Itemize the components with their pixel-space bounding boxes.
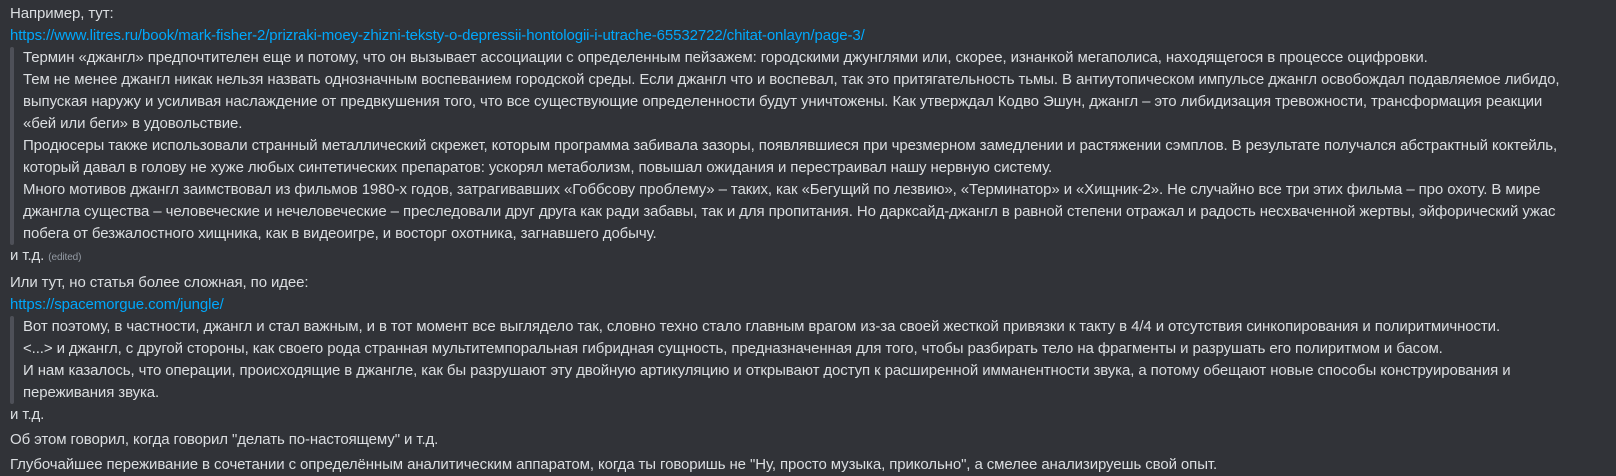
- message-outro-text: и т.д.: [10, 247, 45, 264]
- quote-bar: [10, 47, 14, 245]
- chat-message-list: [10, 3, 1570, 476]
- blockquote-2: [10, 316, 1570, 404]
- message-link-line: [10, 25, 1570, 47]
- spacemorgue-article-link[interactable]: https://spacemorgue.com/jungle/: [10, 296, 224, 313]
- message-link-line: [10, 294, 1570, 316]
- quote-paragraph: <...> и джангл, с другой стороны, как своего рода странная мультитемпоральная гибридная сущность, предназначенная для того, чтобы разбирать тело на фрагменты и разрушать его полиритмом и басом.: [23, 340, 1443, 357]
- message-2: [10, 272, 1570, 426]
- litres-article-link[interactable]: https://www.litres.ru/book/mark-fisher-2/prizraki-moey-zhizni-teksty-o-depressii-hontologii-i-utrache-65532722/chitat-onlayn/page-3/: [10, 27, 865, 44]
- message-intro-text: Или тут, но статья более сложная, по идее:: [10, 274, 309, 291]
- message-text: Глубочайшее переживание в сочетании с определённым аналитическим аппаратом, когда ты говоришь не "Ну, просто музыка, прикольно", а смелее анализируешь свой опыт.: [10, 456, 1218, 473]
- message-text: Об этом говорил, когда говорил "делать по-настоящему" и т.д.: [10, 431, 439, 448]
- blockquote-1: [10, 47, 1570, 245]
- message-3: [10, 429, 1570, 451]
- edited-badge: (edited): [48, 252, 82, 263]
- quote-bar: [10, 316, 14, 404]
- quote-paragraph: Продюсеры также использовали странный металлический скрежет, которым программа забивала зазоры, появлявшиеся при чрезмерном замедлении и растяжении сэмплов. В результате получался абстрактный коктейль, который давал в голову не хуже любых синтетических препаратов: ускорял метаболизм, повышал ожидания и перестраивал нашу нервную систему.: [23, 137, 1558, 176]
- quote-paragraph: Вот поэтому, в частности, джангл и стал важным, и в тот момент все выглядело так, словно техно стало главным врагом из-за своей жесткой привязки к такту в 4/4 и отсутствия синкопирования и полиритмичности.: [23, 318, 1501, 335]
- quote-paragraph: Много мотивов джангл заимствовал из фильмов 1980-х годов, затрагивавших «Гоббсову проблему» – таких, как «Бегущий по лезвию», «Терминатор» и «Хищник-2». Не случайно все три этих фильма – про охоту. В мире джангла существа – человеческие и нечеловеческие – преследовали друг друга как ради забавы, так и для пропитания. Но дарксайд-джангл в равной степени отражал и радость несхваченной жертвы, эйфорический ужас побега от безжалостного хищника, как в видеоигре, и восторг охотника, загнавшего добычу.: [23, 181, 1556, 242]
- quote-content: [23, 47, 1570, 245]
- quote-paragraph: Термин «джангл» предпочтителен еще и потому, что он вызывает ассоциации с определенным пейзажем: городскими джунглями или, скорее, изнанкой мегаполиса, находящегося в процессе оцифровки.: [23, 49, 1428, 66]
- quote-content: [23, 316, 1570, 404]
- message-outro-text: и т.д.: [10, 406, 45, 423]
- message-1: [10, 3, 1570, 269]
- message-outro-line: [10, 245, 1570, 269]
- quote-paragraph: Тем не менее джангл никак нельзя назвать однозначным воспеванием городской среды. Если джангл что и воспевал, так это притягательность тьмы. В антиутопическом импульсе джангл освобождал подавляемое либидо, выпуская наружу и усиливая наслаждение от предвкушения того, что все существующие определенности будут уничтожены. Как утверждал Кодво Эшун, джангл – это либидизация тревожности, трансформация реакции «бей или беги» в удовольствие.: [23, 71, 1560, 132]
- quote-paragraph: И нам казалось, что операции, происходящие в джангле, как бы разрушают эту двойную артикуляцию и открывают доступ к расширенной имманентности звука, а потому обещают новые способы конструирования и переживания звука.: [23, 362, 1511, 401]
- message-intro-text: Например, тут:: [10, 5, 114, 22]
